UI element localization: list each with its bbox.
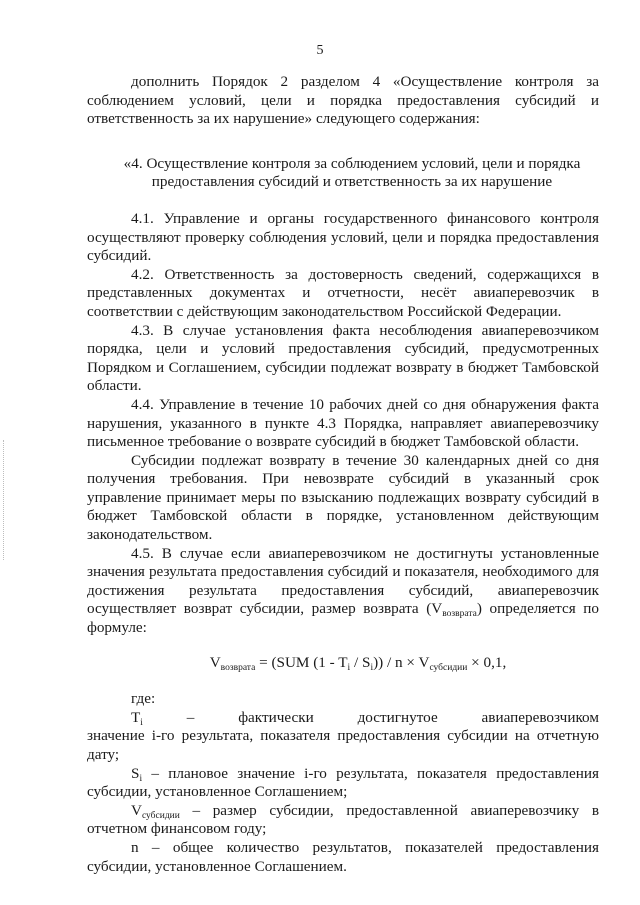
formula-s-subscript: i: [370, 662, 374, 673]
definition-ti-word-2: достигнутое: [357, 708, 438, 726]
return-formula: [87, 654, 599, 673]
paragraph-4-3: 4.3. В случае установления факта несоблюдения авиаперевозчиком порядка, цели и условий предоставления субсидий, предусмотренных Порядком и Соглашением, субсидии подлежат возврату в бюджет Тамбовской области.: [87, 321, 599, 395]
scan-margin-mark: [3, 440, 5, 560]
formula-part-3: )) / n × V: [373, 653, 430, 671]
paragraph-4-5: [87, 545, 599, 638]
where-label: где:: [131, 690, 156, 708]
intro-paragraph: дополнить Порядок 2 разделом 4 «Осуществление контроля за соблюдением условий, цели и порядка предоставления субсидий и ответственность за их нарушение» следующего содержания:: [87, 73, 599, 128]
formula-t-subscript: i: [347, 662, 351, 673]
definition-ti-dash: –: [186, 708, 195, 726]
definition-si: $S_i$ – плановое значение i-го результата, показателя предоставления субсидии, установленное Соглашением;: [87, 764, 599, 801]
paragraph-4-1: 4.1. Управление и органы государственного финансового контроля осуществляют проверку соблюдения условий, цели и порядка предоставления субсидий.: [87, 209, 599, 265]
formula-part-2: / S: [350, 653, 371, 671]
formula-v-subscript: возврата: [220, 662, 256, 673]
definition-ti-rest: значение i-го результата, показателя предоставления субсидии на отчетную дату;: [87, 727, 599, 763]
formula-end: × 0,1,: [467, 653, 507, 671]
page-number: 5: [316, 43, 324, 58]
paragraph-4-5-subscript: возврата: [442, 609, 477, 620]
definition-v-subsidy: $V_{субсидии}$ – размер субсидии, предоставленной авиаперевозчику в отчетном финансовом году;: [87, 801, 599, 838]
paragraph-4-4-return: Субсидии подлежат возврату в течение 30 календарных дней со дня получения требования. При невозврате субсидий в указанный срок управление принимает меры по взысканию подлежащих возврату субсидий в бюджет Тамбовской области в порядке, установленном действующим законодательством.: [87, 451, 599, 544]
definition-ti-word-3: авиаперевозчиком: [481, 708, 599, 726]
definition-ti-word-1: фактически: [238, 708, 314, 726]
definition-ti-symbol: $T_i$: [131, 708, 143, 728]
paragraph-4-4: 4.4. Управление в течение 10 рабочих дней со дня обнаружения факта нарушения, указанного в пункте 4.3 Порядка, направляет авиаперевозчику письменное требование о возврате субсидий в бюджет Тамбовской области.: [87, 395, 599, 451]
definition-ti-first-line: [87, 709, 599, 728]
section-heading: «4. Осуществление контроля за соблюдением условий, цели и порядка предоставления субсидий и ответственность за их нарушение: [123, 154, 581, 191]
paragraph-4-5-start: 4.5. В случае если авиаперевозчиком не достигнуты установленные значения результата предоставления субсидий и показателя, необходимого для достижения результата предоставления субсидий, авиаперевозчик осуществляет возврат субсидии, размер возврата (V: [87, 544, 599, 618]
paragraph-4-5-end: ) определяется по формуле:: [87, 600, 599, 637]
paragraph-4-2: 4.2. Ответственность за достоверность сведений, содержащихся в представленных документах и отчетности, несёт авиаперевозчик в соответствии с действующим законодательством Российской Федерации.: [87, 265, 599, 320]
formula-part-1: = (SUM (1 - T: [255, 653, 348, 671]
formula-subsidy-subscript: субсидии: [429, 662, 468, 673]
formula-v: V: [209, 653, 221, 671]
document-body: [87, 73, 599, 876]
definition-n: n – общее количество результатов, показателей предоставления субсидии, установленное Соглашением.: [87, 838, 599, 875]
